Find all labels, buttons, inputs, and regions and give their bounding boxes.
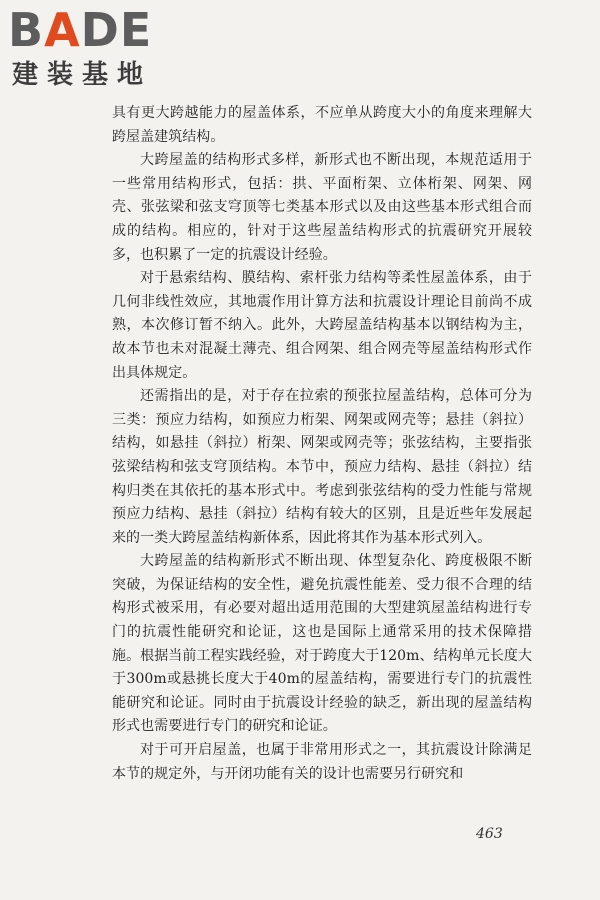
paragraph: 还需指出的是，对于存在拉索的预张拉屋盖结构，总体可分为三类：预应力结构，如预应力桁架、网架或网壳等；悬挂（斜拉）结构，如悬挂（斜拉）桁架、网架或网壳等；张弦结构，主要指张弦梁结构和弦支穹顶结构。本节中，预应力结构、悬挂（斜拉）结构归类在其依托的基本形式中。考虑到张弦结构的受力性能与常规预应力结构、悬挂（斜拉）结构有较大的区别，且是近些年发展起来的一类大跨屋盖结构新体系，因此将其作为基本形式列入。 [112,388,532,546]
paragraph: 对于可开启屋盖，也属于非常用形式之一，其抗震设计除满足本节的规定外，与开闭功能有关的设计也需要另行研究和 [112,742,532,782]
page-body-text [112,102,532,786]
logo-letter-b: B [8,3,45,57]
logo-wordmark [8,4,152,56]
paragraph-continuation: 具有更大跨越能力的屋盖体系，不应单从跨度大小的角度来理解大跨屋盖建筑结构。 [112,105,532,145]
paragraph: 对于悬索结构、膜结构、索杆张力结构等柔性屋盖体系，由于几何非线性效应，其地震作用计算方法和抗震设计理论目前尚不成熟，本次修订暂不纳入。此外，大跨屋盖结构基本以钢结构为主，故本节也未对混凝土薄壳、组合网架、组合网壳等屋盖结构形式作出具体规定。 [112,270,532,381]
logo-letter-a-accent: A [44,3,81,57]
paragraph: 大跨屋盖的结构新形式不断出现、体型复杂化、跨度极限不断突破，为保证结构的安全性，避免抗震性能差、受力很不合理的结构形式被采用，有必要对超出适用范围的大型建筑屋盖结构进行专门的抗震性能研究和论证，这也是国际上通常采用的技术保障措施。根据当前工程实践经验，对于跨度大于120m、结构单元长度大于300m或悬挑长度大于40m的屋盖结构，需要进行专门的抗震性能研究和论证。同时由于抗震设计经验的缺乏，新出现的屋盖结构形式也需要进行专门的研究和论证。 [112,553,532,735]
bade-logo [8,4,178,94]
paragraph: 大跨屋盖的结构形式多样，新形式也不断出现，本规范适用于一些常用结构形式，包括：拱、平面桁架、立体桁架、网架、网壳、张弦梁和弦支穹顶等七类基本形式以及由这些基本形式组合而成的结构。相应的，针对于这些屋盖结构形式的抗震研究开展较多，也积累了一定的抗震设计经验。 [112,152,532,263]
logo-subtitle: 建装基地 [12,60,153,90]
page-number: 463 [476,826,503,842]
logo-letters-de: DE [80,3,153,57]
